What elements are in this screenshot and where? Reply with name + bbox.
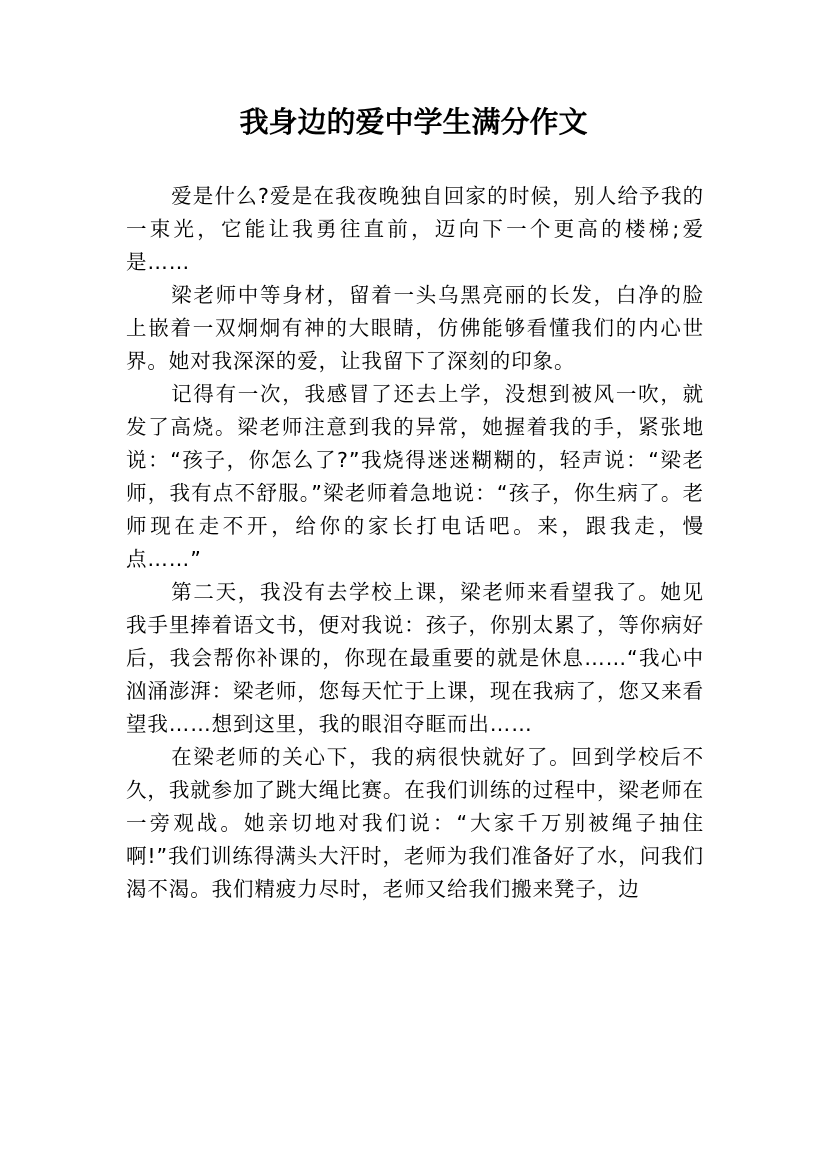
paragraph: 梁老师中等身材，留着一头乌黑亮丽的长发，白净的脸上嵌着一双炯炯有神的大眼睛，仿佛能够看懂我们的内心世界。她对我深深的爱，让我留下了深刻的印象。	[126, 283, 704, 373]
paragraph: 第二天，我没有去学校上课，梁老师来看望我了。她见我手里捧着语文书，便对我说：孩子，你别太累了，等你病好后，我会帮你补课的，你现在最重要的就是休息……“我心中汹涌澎湃：梁老师，您每天忙于上课，现在我病了，您又来看望我……想到这里，我的眼泪夺眶而出……	[126, 580, 704, 736]
paragraph: 爱是什么?爱是在我夜晚独自回家的时候，别人给予我的一束光，它能让我勇往直前，迈向下一个更高的楼梯;爱是……	[126, 184, 704, 274]
page-title: 我身边的爱中学生满分作文	[239, 105, 588, 139]
essay-body	[126, 180, 704, 906]
paragraph: 在梁老师的关心下，我的病很快就好了。回到学校后不久，我就参加了跳大绳比赛。在我们训练的过程中，梁老师在一旁观战。她亲切地对我们说：“大家千万别被绳子抽住啊!”我们训练得满头大汗时，老师为我们准备好了水，问我们渴不渴。我们精疲力尽时，老师又给我们搬来凳子，边	[126, 745, 704, 901]
paragraph: 记得有一次，我感冒了还去上学，没想到被风一吹，就发了高烧。梁老师注意到我的异常，她握着我的手，紧张地说：“孩子，你怎么了?”我烧得迷迷糊糊的，轻声说：“梁老师，我有点不舒服。”梁老师着急地说：“孩子，你生病了。老师现在走不开，给你的家长打电话吧。来，跟我走，慢点……”	[126, 382, 704, 571]
